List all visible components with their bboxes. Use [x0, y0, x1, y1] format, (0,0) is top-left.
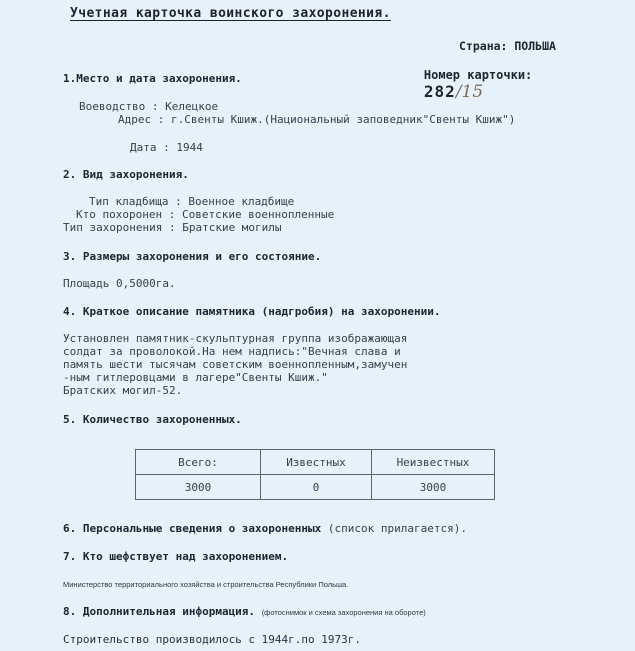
header-total: Всего: — [136, 450, 261, 475]
section-1-heading: 1.Место и дата захоронения. — [63, 72, 242, 85]
cemetery-type: Тип кладбища : Военное кладбище — [89, 195, 295, 208]
description-line: -ным гитлеровцами в лагере"Свенты Кшиж." — [63, 371, 328, 384]
section-8-title: 8. Дополнительная информация. — [63, 605, 256, 618]
area: Площадь 0,5000га. — [63, 277, 176, 290]
section-6-title: 6. Персональные сведения о захороненных — [63, 522, 322, 535]
header-unknown: Неизвестных — [372, 450, 495, 475]
section-6-note: (список прилагается). — [327, 522, 467, 535]
value-total: 3000 — [136, 475, 261, 500]
voivodeship: Воеводство : Келецкое — [79, 100, 219, 113]
address: Адрес : г.Свенты Кшиж.(Национальный заповедник"Свенты Кшиж") — [118, 113, 516, 126]
section-5-heading: 5. Количество захороненных. — [63, 413, 242, 426]
burial-count-table — [135, 449, 495, 500]
card-number-label: Номер карточки: — [423, 68, 533, 82]
burial-date: Дата : 1944 — [130, 141, 203, 154]
patron-organization: Министерство территориального хозяйства и строительства Республики Польша. — [63, 580, 349, 589]
value-known: 0 — [261, 475, 372, 500]
description-line: Установлен памятник-скульптурная группа изображающая — [63, 332, 408, 345]
card-number — [395, 54, 532, 116]
description-line: память шести тысячам советским военнопленным,замучен — [63, 358, 408, 371]
country: Страна: ПОЛЬША — [459, 39, 556, 53]
card-number-handwritten: /15 — [455, 82, 484, 102]
section-3-heading: 3. Размеры захоронения и его состояние. — [63, 250, 322, 263]
card-title: Учетная карточка воинского захоронения. — [70, 6, 391, 21]
header-known: Известных — [261, 450, 372, 475]
card-number-value: 282 — [423, 82, 456, 101]
section-8-note: (фотоснимок и схема захоронения на обороте) — [261, 608, 426, 617]
section-7-heading: 7. Кто шефствует над захоронением. — [63, 550, 289, 563]
section-2-heading: 2. Вид захоронения. — [63, 168, 189, 181]
description-line: солдат за проволокой.На нем надпись:"Вечная слава и — [63, 345, 401, 358]
section-6-heading — [63, 522, 467, 535]
construction-period: Строительство производилось с 1944г.по 1973г. — [63, 633, 362, 646]
buried-persons: Кто похоронен : Советские военнопленные — [76, 208, 335, 221]
value-unknown: 3000 — [372, 475, 495, 500]
section-8-heading — [63, 605, 426, 618]
description-line: Братских могил-52. — [63, 384, 183, 397]
table-header-row — [136, 450, 495, 475]
table-row — [136, 475, 495, 500]
burial-type: Тип захоронения : Братские могилы — [63, 221, 282, 234]
section-4-heading: 4. Краткое описание памятника (надгробия) на захоронении. — [63, 305, 441, 318]
